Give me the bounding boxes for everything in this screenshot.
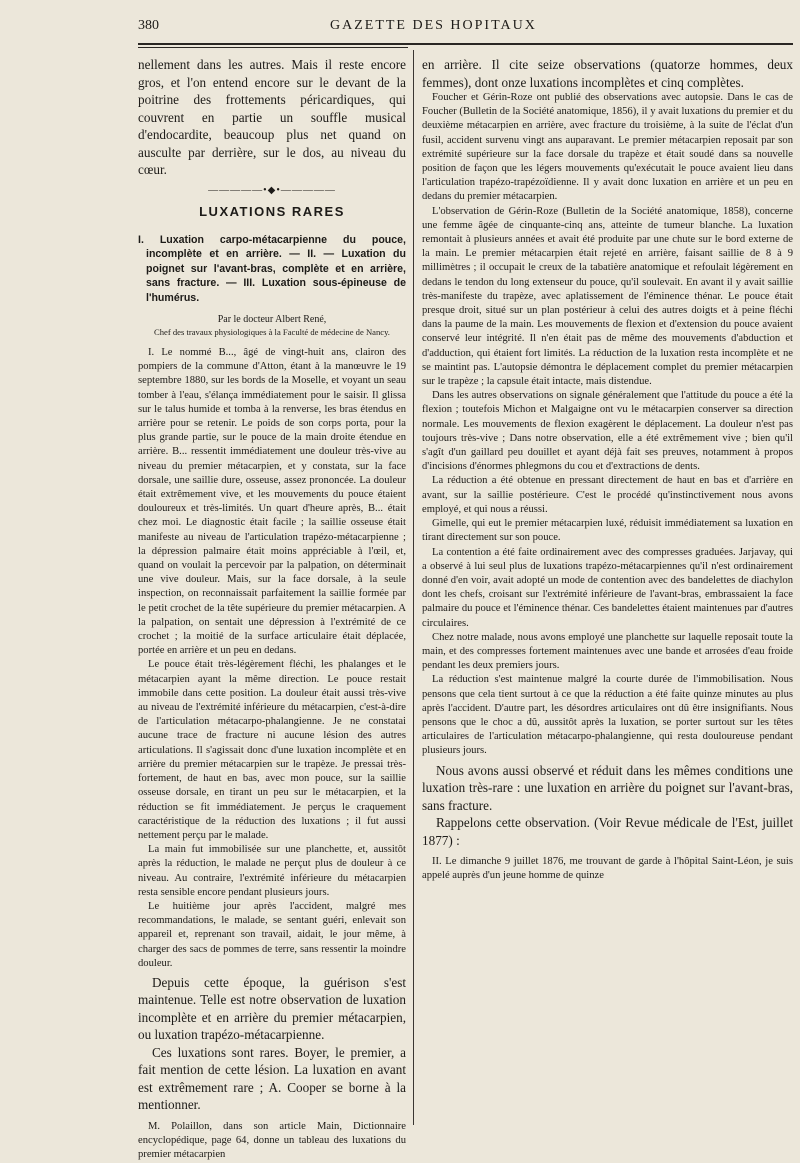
- body-paragraph: I. Le nommé B..., âgé de vingt-huit ans, clairon des pompiers de la commune d'Atton, étant à la manœuvre le 19 septembre 1880, sur les bords de la Moselle, et voyant un seau tomber à l'eau, s'élança immédiatement pour le saisir. Il glissa sur le talus humide et tomba à la renverse, les bras étendus en arrière pour se retenir. Le poids de son corps porta, pour la plus grande partie, sur le pouce de la main droite étendue en arrière. B... ressentit immédiatement une douleur très-vive au niveau du premier métacarpien, et y constata, sur la face dorsale, une saillie dure, osseuse, assez prononcée. La douleur était extrêmement vive, et les mouvements du pouce étaient douloureux et très-limités. Un quart d'heure après, B... était chez moi. Le diagnostic était facile ; la saillie osseuse était manifeste au niveau de l'articulation trapézo-métacarpienne ; la dépression palmaire était moins appréciable à l'œil, et, quand on voulait la percevoir par la palpation, on déterminait une vive douleur. Mais, sur la face dorsale, à la seule inspection, on reconnaissait parfaitement la saillie formée par le petit crochet de la tête supérieure du premier métacarpien. A la palpation, on sentait une dépression à l'extrémité de ce crochet ; la moitié de la surface articulaire était déplacée, portée en arrière et un peu en dedans.: [138, 347, 406, 657]
- body-paragraph-large: Depuis cette époque, la guérison s'est maintenue. Telle est notre observation de luxation incomplète et en arrière du premier métacarpien, ou luxation trapézo-métacarpienne.: [138, 974, 406, 1043]
- page-number: 380: [138, 18, 159, 33]
- body-paragraph: Le huitième jour après l'accident, malgré mes recommandations, le malade, se sentant guéri, enlevait son appareil et, reprenant son travail, aidait, le jour même, à charger des sacs de pommes de terre, sans ressentir la moindre douleur.: [138, 900, 406, 969]
- header-rule: [138, 43, 793, 45]
- author-line: Par le docteur Albert René,: [217, 314, 327, 325]
- header-rule-secondary: [138, 47, 408, 48]
- section-title: LUXATIONS RARES: [199, 203, 345, 219]
- left-column: [138, 56, 406, 1163]
- body-paragraph: L'observation de Gérin-Roze (Bulletin de la Société anatomique, 1858), concerne une femme âgée de cinquante-cinq ans, atteinte de tumeur blanche. La luxation remontait à plusieurs années et avait été produite par une chute sur le bord externe de la main. Le premier métacarpien était rejeté en arrière, faisant saillie de 8 à 9 millimètres ; il occupait le creux de la tabatière anatomique et refoulait légèrement en dedans le tendon du long extenseur du pouce, qu'il soulevait. En avant il y avait saillie très-manifeste du trapèze, avec aplatissement de l'éminence thénar. Le pouce était presque droit, situé sur un plan postérieur à celui des autres doigts et à peine fléchi dans la paume de la main. Les mouvements de flexion et d'extension du pouce avaient conservé leur intégrité. Il n'en était pas de même des mouvements d'abduction et d'adduction, qui étaient fort limités. La réduction de la luxation resta incomplète et ne se maintint pas. L'autopsie démontra le déplacement complet du premier métacarpien sur le trapèze ; la capsule était intacte, mais distendue.: [422, 205, 793, 388]
- body-paragraph-large: Ces luxations sont rares. Boyer, le premier, a fait mention de cette lésion. La luxation en avant est extrêmement rare ; A. Cooper se borne à la mentionner.: [138, 1044, 406, 1113]
- right-column: [422, 56, 793, 883]
- body-paragraph: La contention a été faite ordinairement avec des compresses graduées. Jarjavay, qui a observé à lui seul plus de luxations trapézo-métacarpiennes qu'il n'est ordinairement donné d'en voir, avait adopté un mode de contention avec des bandelettes de diachylon dont les chefs, croisant sur l'extrémité inférieure de l'avant-bras, embrassaient la face palmaire du pouce et l'éminence thénar. Ces bandelettes étaient maintenues par d'autres circulaires.: [422, 546, 793, 629]
- body-paragraph: II. Le dimanche 9 juillet 1876, me trouvant de garde à l'hôpital Saint-Léon, je suis appelé auprès d'un jeune homme de quinze: [422, 856, 793, 882]
- body-paragraph-large: Rappelons cette observation. (Voir Revue médicale de l'Est, juillet 1877) :: [422, 815, 793, 848]
- body-paragraph: La réduction s'est maintenue malgré la courte durée de l'immobilisation. Nous pensons que cela tient surtout à ce que la réduction a été faite quinze minutes au plus après l'accident. D'autre part, les désordres articulaires ont dû être insignifiants. Nous pensons que le choc a dû, aussitôt après la luxation, se porter surtout sur les têtes articulaires de l'articulation métacarpo-phalangienne, qui resta douloureuse pendant plusieurs jours.: [422, 674, 793, 757]
- journal-title: GAZETTE DES HOPITAUX: [330, 18, 537, 33]
- article-title: I. Luxation carpo-métacarpienne du pouce, incomplète et en arrière. — II. — Luxation du poignet sur l'avant-bras, complète et en arrière, sans fracture. — III. Luxation sous-épineuse de l'humérus.: [138, 233, 406, 304]
- body-paragraph: La réduction a été obtenue en pressant directement de haut en bas et d'arrière en avant, sur la saillie postérieure. C'est le procédé qu'instinctivement nous avons employé, et qui nous a réussi.: [422, 475, 793, 515]
- ornament-divider: —————•◆•—————: [208, 184, 336, 196]
- body-paragraph-large: Nous avons aussi observé et réduit dans les mêmes conditions une luxation très-rare : une luxation en arrière du poignet sur l'avant-bras, sans fracture.: [422, 762, 793, 813]
- body-paragraph: Gimelle, qui eut le premier métacarpien luxé, réduisit immédiatement sa luxation en tirant directement sur son pouce.: [422, 518, 793, 544]
- author-affiliation: Chef des travaux physiologiques à la Faculté de médecine de Nancy.: [154, 327, 390, 337]
- body-paragraph: Foucher et Gérin-Roze ont publié des observations avec autopsie. Dans le cas de Foucher (Bulletin de la Société anatomique, 1856), il y avait luxations du premier et du deuxième métacarpien en arrière, avec fracture du troisième, à la suite de l'éclat d'un fusil, accident survenu vingt ans auparavant. Le premier métacarpien reposait par son extrémité supérieure sur la face dorsale du trapèze et était soudé dans sa nouvelle position de façon que les légers mouvements qu'exécutait le pouce avaient lieu dans l'articulation trapézo-trapézoïdienne. Il y avait donc luxation en arrière et un peu en dedans du premier métacarpien.: [422, 92, 793, 203]
- body-paragraph: La main fut immobilisée sur une planchette, et, aussitôt après la réduction, le malade ne perçut plus de douleur à ce niveau. Au contraire, l'extrémité inférieure du métacarpien resta sensible encore pendant plusieurs jours.: [138, 844, 406, 898]
- body-paragraph-large: en arrière. Il cite seize observations (quatorze hommes, deux femmes), dont onze luxations incomplètes et cinq complètes.: [422, 57, 793, 90]
- body-paragraph: Le pouce était très-légèrement fléchi, les phalanges et le métacarpien ayant la même direction. Le pouce restait immobile dans cette position. La douleur était aussi très-vive au niveau de l'extrémité inférieure du métacarpien, c'est-à-dire de l'articulation métacarpo-phalangienne. Je ne constatai aucune trace de fracture ni aucune lésion des autres articulations. Il s'agissait donc d'une luxation incomplète et en arrière du premier métacarpien sur le trapèze. Je pressai très-fortement, de haut en bas, avec mon pouce, sur la saillie osseuse dorsale, en tirant un peu sur le métacarpien, et la réduction se fit immédiatement. Je perçus le craquement caractéristique de la réduction des luxations ; il fut aussi nettement perçu par le malade.: [138, 659, 406, 841]
- intro-paragraph: nellement dans les autres. Mais il reste encore gros, et l'on entend encore sur le devant de la poitrine des frottements péricardiques, qui couvrent en partie un souffle musical d'endocardite, beaucoup plus net quand on ausculte par derrière, sur le dos, au niveau du cœur.: [138, 57, 406, 177]
- body-paragraph: M. Polaillon, dans son article Main, Dictionnaire encyclopédique, page 64, donne un tableau des luxations du premier métacarpien: [138, 1120, 406, 1161]
- body-paragraph: Dans les autres observations on signale généralement que l'attitude du pouce a été la flexion ; toutefois Michon et Malgaigne ont vu le métacarpien conserver sa direction normale. Les mouvements de flexion exagèrent le déplacement. La douleur n'est pas toujours très-vive ; Dans notre observation, elle a été extrêmement vive ; bien qu'il s'agît d'un gaillard peu douillet et ayant déjà fait ses preuves, notamment à propos d'incisions d'énormes phlegmons du cou et d'extractions de dents.: [422, 390, 793, 473]
- column-divider: [413, 50, 414, 1125]
- body-paragraph: Chez notre malade, nous avons employé une planchette sur laquelle reposait toute la main, et des compresses fortement maintenues avec une bande et arrosées d'eau froide pendant les deux premiers jours.: [422, 631, 793, 672]
